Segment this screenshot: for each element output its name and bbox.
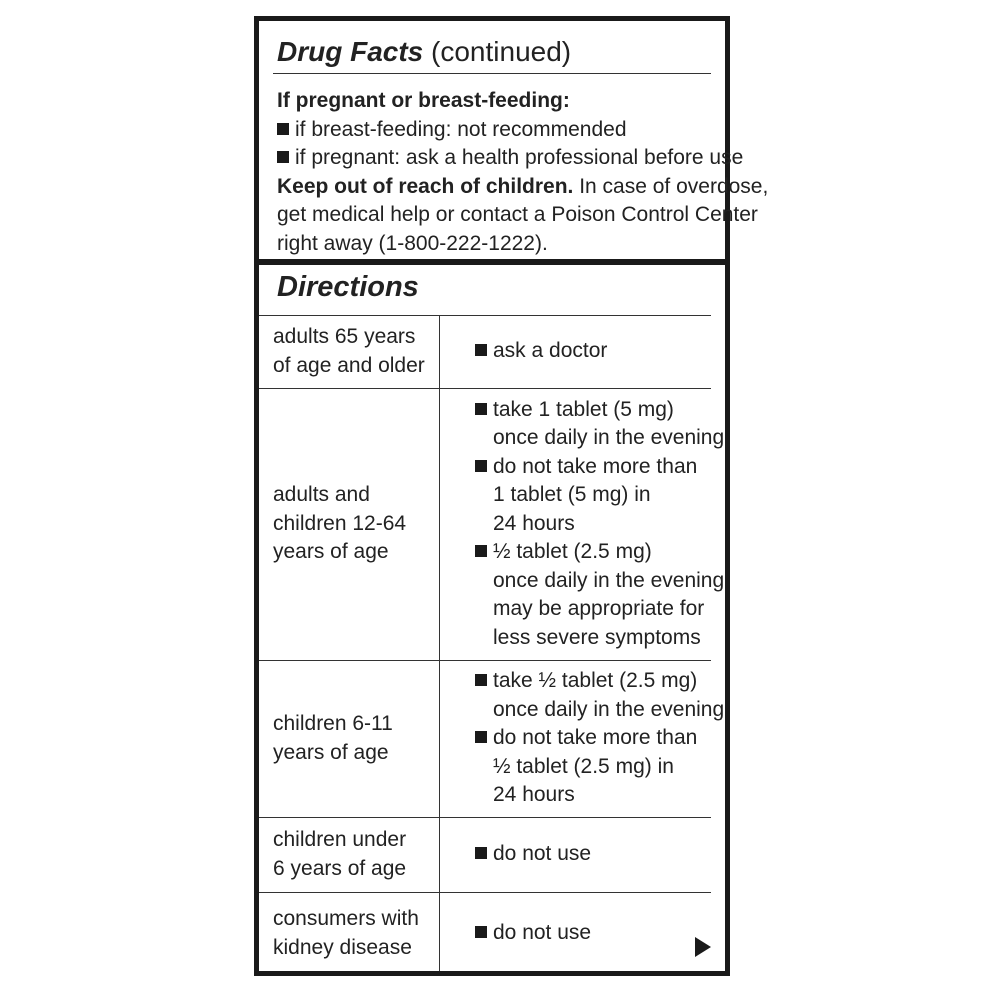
dosage-cell [475,840,715,869]
age-group-line: children under [273,828,407,851]
age-group-cell [273,710,433,767]
dosage-line: once daily in the evening [493,426,725,450]
keep-out-heading: Keep out of reach of children. [277,174,574,198]
dosage-bullet: do not take more than [475,453,715,482]
bullet-square-icon [475,545,487,557]
dosage-bullet: do not use [475,919,715,948]
drug-facts-panel [254,16,769,976]
age-group-line: kidney disease [273,935,412,959]
bullet-square-icon [475,403,487,415]
age-group-line: years of age [273,740,389,764]
bullet-square-icon [277,151,289,163]
age-group-cell [273,826,433,883]
bullet-square-icon [475,926,487,938]
row-divider [259,660,711,661]
bullet-square-icon [277,123,289,135]
pregnancy-bullet: if breast-feeding: not recommended [277,116,715,145]
row-divider [259,817,711,818]
age-group-line: 6 years of age [273,856,407,880]
age-group-cell [273,905,433,962]
row-divider [259,388,711,389]
dosage-line: ½ tablet (2.5 mg) in [493,754,674,778]
keep-out-line: right away (1-800-222-1222). [277,231,548,255]
bullet-square-icon [475,674,487,686]
dosage-line: 24 hours [493,783,575,807]
dosage-bullet: do not use [475,840,715,869]
dosage-line: once daily in the evening [493,697,725,721]
dosage-cell [475,337,715,366]
age-group-line: children 12-64 [273,511,407,535]
dosage-bullet: do not take more than [475,724,715,753]
age-group-line: consumers with [273,907,419,930]
bullet-square-icon [475,731,487,743]
dosage-cell [475,396,725,653]
age-group-line: of age and older [273,353,425,377]
warnings-section [277,87,769,258]
column-divider [439,315,440,971]
section-divider [259,259,725,265]
dosage-bullet: ½ tablet (2.5 mg) [475,538,715,567]
title-rule [273,73,711,74]
drug-facts-title: Drug Facts [277,36,424,67]
age-group-line: adults and [273,483,370,507]
dosage-cell [475,919,715,948]
keep-out-line: Keep out of reach of children. In case of overdose, [277,174,769,198]
panel-title [277,35,571,69]
age-group-cell [273,481,433,567]
dosage-line: once daily in the evening [493,568,725,592]
row-divider [259,892,711,893]
dosage-line: may be appropriate for [493,597,705,621]
bullet-square-icon [475,847,487,859]
dosage-line: 24 hours [493,511,575,535]
directions-table [259,315,725,971]
dosage-bullet: take 1 tablet (5 mg) [475,396,715,425]
directions-title: Directions [277,271,419,303]
bullet-square-icon [475,460,487,472]
continue-arrow-icon [695,937,711,957]
dosage-line: 1 tablet (5 mg) in [493,483,651,507]
row-divider [259,315,711,316]
dosage-cell [475,667,725,810]
age-group-line: children 6-11 [273,712,393,735]
age-group-cell [273,323,433,380]
bullet-square-icon [475,344,487,356]
age-group-line: adults 65 years [273,325,416,348]
dosage-bullet: take ½ tablet (2.5 mg) [475,667,715,696]
keep-out-line: get medical help or contact a Poison Control Center [277,203,758,226]
continued-label: (continued) [431,36,572,67]
dosage-bullet: ask a doctor [475,337,715,366]
age-group-line: years of age [273,540,389,564]
pregnancy-heading: If pregnant or breast-feeding: [277,89,570,112]
dosage-line: less severe symptoms [493,625,701,649]
pregnancy-bullet: if pregnant: ask a health professional before use [277,144,715,173]
